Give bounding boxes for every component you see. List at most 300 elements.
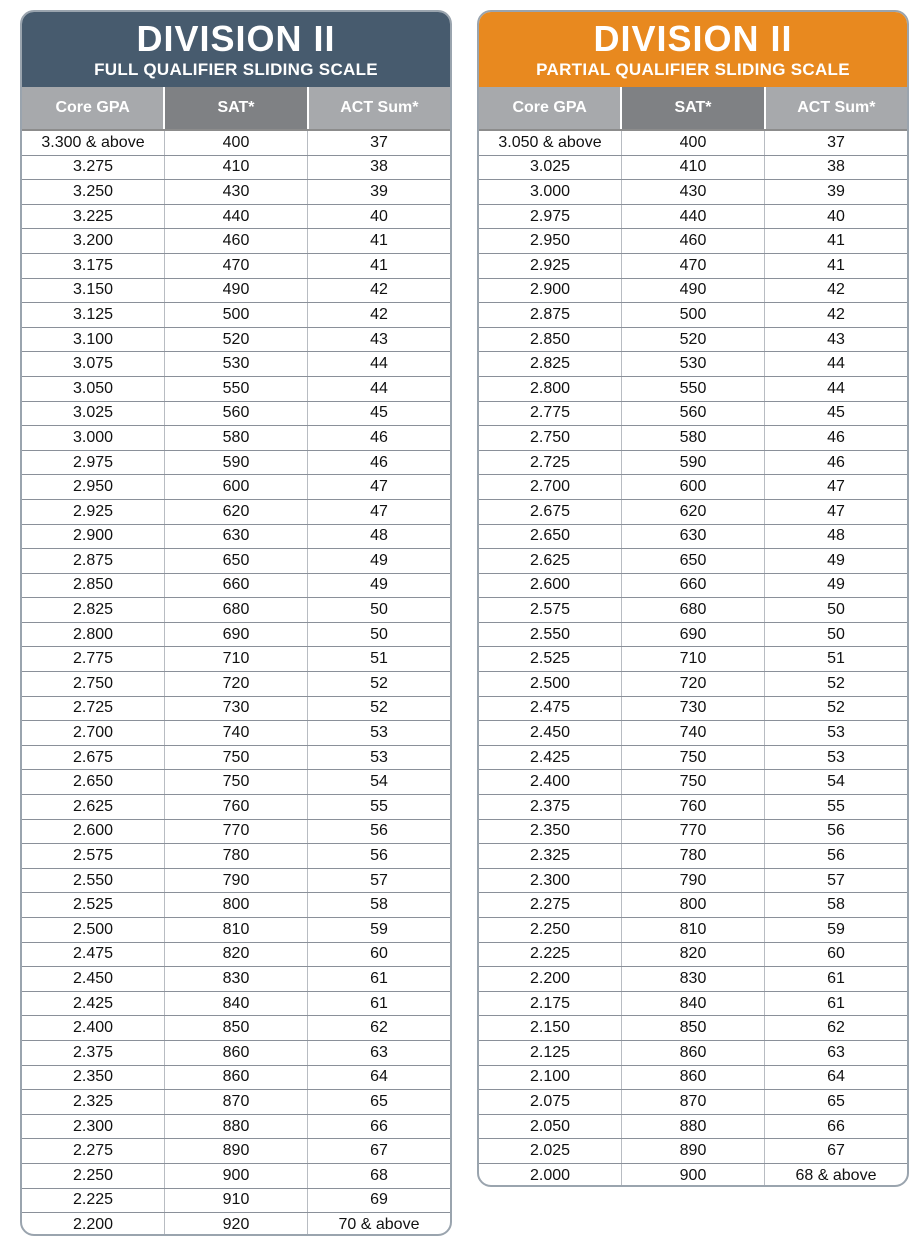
- act-sum-cell: 65: [764, 1090, 907, 1114]
- core-gpa-cell: 2.900: [529, 281, 571, 299]
- core-gpa-cell: 3.025: [72, 404, 114, 422]
- act-sum-cell: 38: [307, 156, 450, 180]
- act-sum-cell: 50: [764, 623, 907, 647]
- sat-cell: 770: [621, 820, 764, 844]
- act-sum-cell: 38: [764, 156, 907, 180]
- sat-cell: 620: [621, 500, 764, 524]
- core-gpa-cell: 3.050 & above: [498, 133, 602, 151]
- sat-cell: 770: [164, 820, 307, 844]
- core-gpa-cell: 3.300 & above: [41, 133, 145, 151]
- core-gpa-cell: 2.925: [72, 502, 114, 520]
- core-gpa-cell: 2.425: [529, 748, 571, 766]
- act-sum-cell: 59: [307, 918, 450, 942]
- act-sum-cell: 52: [764, 697, 907, 721]
- core-gpa-cell: 2.275: [72, 1142, 114, 1160]
- sat-cell: 820: [164, 943, 307, 967]
- table-row: [479, 1139, 907, 1164]
- core-gpa-cell: 3.175: [72, 256, 114, 274]
- act-sum-cell: 44: [764, 377, 907, 401]
- sat-cell: 720: [621, 672, 764, 696]
- sat-cell: 590: [164, 451, 307, 475]
- table-row: [479, 844, 907, 869]
- table-row: [22, 402, 450, 427]
- table-row: [22, 869, 450, 894]
- table-row: [22, 180, 450, 205]
- sat-cell: 750: [621, 746, 764, 770]
- core-gpa-cell: 2.025: [529, 1142, 571, 1160]
- act-sum-cell: 66: [307, 1115, 450, 1139]
- sat-cell: 600: [621, 475, 764, 499]
- act-sum-cell: 41: [307, 254, 450, 278]
- table-row: [479, 180, 907, 205]
- table-row: [479, 377, 907, 402]
- act-sum-cell: 39: [307, 180, 450, 204]
- act-sum-cell: 45: [764, 402, 907, 426]
- core-gpa-cell: 3.125: [72, 305, 114, 323]
- column-header-sat: SAT*: [163, 87, 308, 129]
- act-sum-cell: 62: [764, 1016, 907, 1040]
- table-row: [22, 770, 450, 795]
- table-row: [22, 574, 450, 599]
- act-sum-cell: 52: [307, 697, 450, 721]
- table-row: [22, 1164, 450, 1189]
- core-gpa-cell: 2.750: [529, 428, 571, 446]
- core-gpa-cell: 2.350: [529, 822, 571, 840]
- act-sum-cell: 48: [764, 525, 907, 549]
- sat-cell: 810: [621, 918, 764, 942]
- act-sum-cell: 61: [307, 967, 450, 991]
- sat-cell: 760: [164, 795, 307, 819]
- table-row: [479, 1164, 907, 1187]
- table-row: [479, 352, 907, 377]
- table-row: [479, 426, 907, 451]
- table-row: [22, 254, 450, 279]
- column-header-act-sum: ACT Sum*: [309, 87, 450, 129]
- sat-cell: 430: [164, 180, 307, 204]
- core-gpa-cell: 2.525: [72, 896, 114, 914]
- table-row: [22, 1066, 450, 1091]
- core-gpa-cell: 2.600: [529, 576, 571, 594]
- sat-cell: 860: [164, 1066, 307, 1090]
- sat-cell: 870: [164, 1090, 307, 1114]
- core-gpa-cell: 2.725: [529, 453, 571, 471]
- act-sum-cell: 56: [764, 820, 907, 844]
- core-gpa-cell: 3.100: [72, 330, 114, 348]
- column-header-act-sum: ACT Sum*: [766, 87, 907, 129]
- table-row: [22, 377, 450, 402]
- sat-cell: 600: [164, 475, 307, 499]
- act-sum-cell: 47: [764, 475, 907, 499]
- sat-cell: 500: [621, 303, 764, 327]
- core-gpa-cell: 2.775: [529, 404, 571, 422]
- table-row: [22, 352, 450, 377]
- table-row: [22, 426, 450, 451]
- sat-cell: 680: [621, 598, 764, 622]
- table-row: [22, 549, 450, 574]
- table-row: [479, 1041, 907, 1066]
- act-sum-cell: 64: [307, 1066, 450, 1090]
- table-row: [22, 451, 450, 476]
- table-row: [22, 500, 450, 525]
- sat-cell: 750: [164, 746, 307, 770]
- act-sum-cell: 40: [307, 205, 450, 229]
- table-row: [22, 672, 450, 697]
- table-row: [479, 1016, 907, 1041]
- core-gpa-cell: 2.375: [529, 797, 571, 815]
- table-row: [22, 795, 450, 820]
- table-row: [479, 647, 907, 672]
- sat-cell: 440: [164, 205, 307, 229]
- core-gpa-cell: 2.625: [72, 797, 114, 815]
- act-sum-cell: 48: [307, 525, 450, 549]
- act-sum-cell: 37: [764, 131, 907, 155]
- sat-cell: 650: [621, 549, 764, 573]
- core-gpa-cell: 2.300: [529, 871, 571, 889]
- sat-cell: 740: [164, 721, 307, 745]
- sat-cell: 890: [164, 1139, 307, 1163]
- sat-cell: 400: [164, 131, 307, 155]
- core-gpa-cell: 2.275: [529, 896, 571, 914]
- act-sum-cell: 39: [764, 180, 907, 204]
- core-gpa-cell: 2.100: [529, 1068, 571, 1086]
- act-sum-cell: 55: [764, 795, 907, 819]
- sat-cell: 860: [164, 1041, 307, 1065]
- act-sum-cell: 49: [307, 549, 450, 573]
- core-gpa-cell: 3.000: [529, 182, 571, 200]
- act-sum-cell: 45: [307, 402, 450, 426]
- sat-cell: 780: [621, 844, 764, 868]
- table-row: [479, 1066, 907, 1091]
- core-gpa-cell: 3.075: [72, 355, 114, 373]
- core-gpa-cell: 3.250: [72, 182, 114, 200]
- sat-cell: 490: [164, 279, 307, 303]
- core-gpa-cell: 2.250: [529, 920, 571, 938]
- core-gpa-cell: 2.375: [72, 1043, 114, 1061]
- core-gpa-cell: 3.275: [72, 158, 114, 176]
- act-sum-cell: 49: [307, 574, 450, 598]
- act-sum-cell: 56: [307, 820, 450, 844]
- act-sum-cell: 43: [764, 328, 907, 352]
- sat-cell: 660: [621, 574, 764, 598]
- sat-cell: 660: [164, 574, 307, 598]
- act-sum-cell: 44: [307, 377, 450, 401]
- sat-cell: 840: [164, 992, 307, 1016]
- core-gpa-cell: 2.975: [72, 453, 114, 471]
- core-gpa-cell: 2.450: [529, 724, 571, 742]
- core-gpa-cell: 2.650: [529, 527, 571, 545]
- core-gpa-cell: 3.225: [72, 207, 114, 225]
- sat-cell: 680: [164, 598, 307, 622]
- act-sum-cell: 53: [764, 746, 907, 770]
- sat-cell: 810: [164, 918, 307, 942]
- act-sum-cell: 49: [764, 549, 907, 573]
- core-gpa-cell: 2.400: [529, 773, 571, 791]
- act-sum-cell: 63: [764, 1041, 907, 1065]
- partial-qualifier-column-headers: [479, 87, 907, 131]
- table-row: [22, 1090, 450, 1115]
- act-sum-cell: 46: [307, 426, 450, 450]
- core-gpa-cell: 2.800: [529, 379, 571, 397]
- table-row: [22, 1189, 450, 1214]
- act-sum-cell: 42: [307, 303, 450, 327]
- table-row: [22, 697, 450, 722]
- core-gpa-cell: 2.575: [72, 847, 114, 865]
- core-gpa-cell: 2.750: [72, 674, 114, 692]
- sat-cell: 880: [621, 1115, 764, 1139]
- table-row: [479, 967, 907, 992]
- sat-cell: 410: [164, 156, 307, 180]
- table-row: [479, 943, 907, 968]
- sat-cell: 750: [164, 770, 307, 794]
- act-sum-cell: 46: [764, 426, 907, 450]
- core-gpa-cell: 2.925: [529, 256, 571, 274]
- sat-cell: 620: [164, 500, 307, 524]
- core-gpa-cell: 2.325: [72, 1092, 114, 1110]
- core-gpa-cell: 3.050: [72, 379, 114, 397]
- act-sum-cell: 46: [307, 451, 450, 475]
- table-row: [479, 303, 907, 328]
- sat-cell: 830: [621, 967, 764, 991]
- sat-cell: 780: [164, 844, 307, 868]
- act-sum-cell: 49: [764, 574, 907, 598]
- sat-cell: 530: [621, 352, 764, 376]
- act-sum-cell: 67: [764, 1139, 907, 1163]
- act-sum-cell: 68: [307, 1164, 450, 1188]
- table-row: [479, 623, 907, 648]
- core-gpa-cell: 2.175: [529, 994, 571, 1012]
- partial-qualifier-title: DIVISION II: [593, 18, 793, 59]
- core-gpa-cell: 2.425: [72, 994, 114, 1012]
- act-sum-cell: 69: [307, 1189, 450, 1213]
- full-qualifier-table: [20, 10, 452, 1236]
- table-row: [479, 475, 907, 500]
- table-row: [479, 672, 907, 697]
- act-sum-cell: 61: [764, 992, 907, 1016]
- sat-cell: 800: [164, 893, 307, 917]
- sat-cell: 430: [621, 180, 764, 204]
- act-sum-cell: 61: [764, 967, 907, 991]
- table-row: [479, 328, 907, 353]
- table-row: [479, 1115, 907, 1140]
- sat-cell: 820: [621, 943, 764, 967]
- table-row: [22, 820, 450, 845]
- core-gpa-cell: 2.450: [72, 969, 114, 987]
- table-row: [22, 967, 450, 992]
- core-gpa-cell: 2.825: [529, 355, 571, 373]
- table-row: [22, 475, 450, 500]
- core-gpa-cell: 2.825: [72, 601, 114, 619]
- sat-cell: 860: [621, 1041, 764, 1065]
- core-gpa-cell: 2.700: [529, 478, 571, 496]
- table-row: [22, 918, 450, 943]
- sat-cell: 830: [164, 967, 307, 991]
- table-row: [22, 1213, 450, 1236]
- sat-cell: 550: [164, 377, 307, 401]
- act-sum-cell: 60: [307, 943, 450, 967]
- core-gpa-cell: 2.325: [529, 847, 571, 865]
- core-gpa-cell: 2.950: [529, 232, 571, 250]
- core-gpa-cell: 2.675: [529, 502, 571, 520]
- act-sum-cell: 54: [307, 770, 450, 794]
- act-sum-cell: 53: [307, 746, 450, 770]
- sat-cell: 440: [621, 205, 764, 229]
- table-row: [22, 893, 450, 918]
- table-row: [22, 279, 450, 304]
- core-gpa-cell: 2.850: [529, 330, 571, 348]
- core-gpa-cell: 2.225: [529, 945, 571, 963]
- act-sum-cell: 43: [307, 328, 450, 352]
- table-row: [479, 820, 907, 845]
- table-row: [479, 525, 907, 550]
- act-sum-cell: 70 & above: [307, 1213, 450, 1236]
- table-row: [479, 451, 907, 476]
- full-qualifier-column-headers: [22, 87, 450, 131]
- act-sum-cell: 54: [764, 770, 907, 794]
- sat-cell: 860: [621, 1066, 764, 1090]
- core-gpa-cell: 2.800: [72, 625, 114, 643]
- core-gpa-cell: 2.850: [72, 576, 114, 594]
- core-gpa-cell: 2.700: [72, 724, 114, 742]
- sat-cell: 840: [621, 992, 764, 1016]
- table-row: [479, 795, 907, 820]
- act-sum-cell: 41: [307, 229, 450, 253]
- core-gpa-cell: 3.200: [72, 232, 114, 250]
- table-row: [479, 549, 907, 574]
- core-gpa-cell: 2.200: [72, 1216, 114, 1234]
- sat-cell: 630: [164, 525, 307, 549]
- table-row: [479, 746, 907, 771]
- act-sum-cell: 59: [764, 918, 907, 942]
- core-gpa-cell: 2.150: [529, 1019, 571, 1037]
- sat-cell: 790: [621, 869, 764, 893]
- act-sum-cell: 42: [307, 279, 450, 303]
- core-gpa-cell: 3.000: [72, 428, 114, 446]
- table-row: [22, 943, 450, 968]
- core-gpa-cell: 2.575: [529, 601, 571, 619]
- sat-cell: 880: [164, 1115, 307, 1139]
- table-row: [22, 328, 450, 353]
- act-sum-cell: 47: [307, 500, 450, 524]
- sat-cell: 520: [621, 328, 764, 352]
- table-row: [479, 918, 907, 943]
- act-sum-cell: 50: [764, 598, 907, 622]
- sat-cell: 460: [621, 229, 764, 253]
- core-gpa-cell: 2.075: [529, 1092, 571, 1110]
- table-row: [22, 623, 450, 648]
- table-row: [479, 254, 907, 279]
- sat-cell: 470: [164, 254, 307, 278]
- act-sum-cell: 68 & above: [764, 1164, 907, 1187]
- sat-cell: 410: [621, 156, 764, 180]
- sat-cell: 690: [621, 623, 764, 647]
- sat-cell: 690: [164, 623, 307, 647]
- table-row: [479, 1090, 907, 1115]
- sat-cell: 740: [621, 721, 764, 745]
- act-sum-cell: 53: [764, 721, 907, 745]
- act-sum-cell: 37: [307, 131, 450, 155]
- core-gpa-cell: 2.975: [529, 207, 571, 225]
- sat-cell: 530: [164, 352, 307, 376]
- sat-cell: 730: [164, 697, 307, 721]
- sat-cell: 500: [164, 303, 307, 327]
- core-gpa-cell: 2.500: [72, 920, 114, 938]
- act-sum-cell: 65: [307, 1090, 450, 1114]
- core-gpa-cell: 2.875: [72, 551, 114, 569]
- full-qualifier-title: DIVISION II: [136, 18, 336, 59]
- act-sum-cell: 58: [307, 893, 450, 917]
- partial-qualifier-rows: [479, 131, 907, 1187]
- core-gpa-cell: 2.475: [72, 945, 114, 963]
- core-gpa-cell: 2.625: [529, 551, 571, 569]
- table-row: [22, 598, 450, 623]
- table-row: [22, 156, 450, 181]
- core-gpa-cell: 2.900: [72, 527, 114, 545]
- sat-cell: 590: [621, 451, 764, 475]
- table-row: [479, 697, 907, 722]
- core-gpa-cell: 2.950: [72, 478, 114, 496]
- act-sum-cell: 41: [764, 254, 907, 278]
- table-row: [22, 525, 450, 550]
- table-row: [479, 402, 907, 427]
- table-row: [22, 131, 450, 156]
- core-gpa-cell: 2.225: [72, 1191, 114, 1209]
- sat-cell: 790: [164, 869, 307, 893]
- table-row: [22, 746, 450, 771]
- act-sum-cell: 47: [764, 500, 907, 524]
- table-row: [479, 574, 907, 599]
- column-header-sat: SAT*: [620, 87, 765, 129]
- table-row: [479, 279, 907, 304]
- core-gpa-cell: 3.150: [72, 281, 114, 299]
- act-sum-cell: 64: [764, 1066, 907, 1090]
- table-row: [479, 131, 907, 156]
- table-row: [479, 500, 907, 525]
- table-row: [479, 229, 907, 254]
- table-row: [22, 1016, 450, 1041]
- partial-qualifier-subtitle: PARTIAL QUALIFIER SLIDING SCALE: [536, 60, 850, 79]
- sat-cell: 550: [621, 377, 764, 401]
- sat-cell: 560: [621, 402, 764, 426]
- core-gpa-cell: 2.500: [529, 674, 571, 692]
- table-row: [479, 721, 907, 746]
- act-sum-cell: 42: [764, 303, 907, 327]
- sat-cell: 580: [621, 426, 764, 450]
- core-gpa-cell: 2.525: [529, 650, 571, 668]
- act-sum-cell: 57: [764, 869, 907, 893]
- table-row: [22, 992, 450, 1017]
- act-sum-cell: 51: [307, 647, 450, 671]
- core-gpa-cell: 2.125: [529, 1043, 571, 1061]
- act-sum-cell: 61: [307, 992, 450, 1016]
- sat-cell: 900: [621, 1164, 764, 1187]
- core-gpa-cell: 2.350: [72, 1068, 114, 1086]
- table-row: [479, 770, 907, 795]
- column-header-core-gpa: Core GPA: [22, 87, 163, 129]
- table-row: [22, 303, 450, 328]
- sat-cell: 920: [164, 1213, 307, 1236]
- core-gpa-cell: 2.775: [72, 650, 114, 668]
- sat-cell: 460: [164, 229, 307, 253]
- table-row: [22, 844, 450, 869]
- sat-cell: 850: [164, 1016, 307, 1040]
- sat-cell: 710: [164, 647, 307, 671]
- act-sum-cell: 56: [307, 844, 450, 868]
- act-sum-cell: 41: [764, 229, 907, 253]
- sat-cell: 580: [164, 426, 307, 450]
- partial-qualifier-header: [479, 12, 907, 87]
- sat-cell: 870: [621, 1090, 764, 1114]
- table-row: [479, 205, 907, 230]
